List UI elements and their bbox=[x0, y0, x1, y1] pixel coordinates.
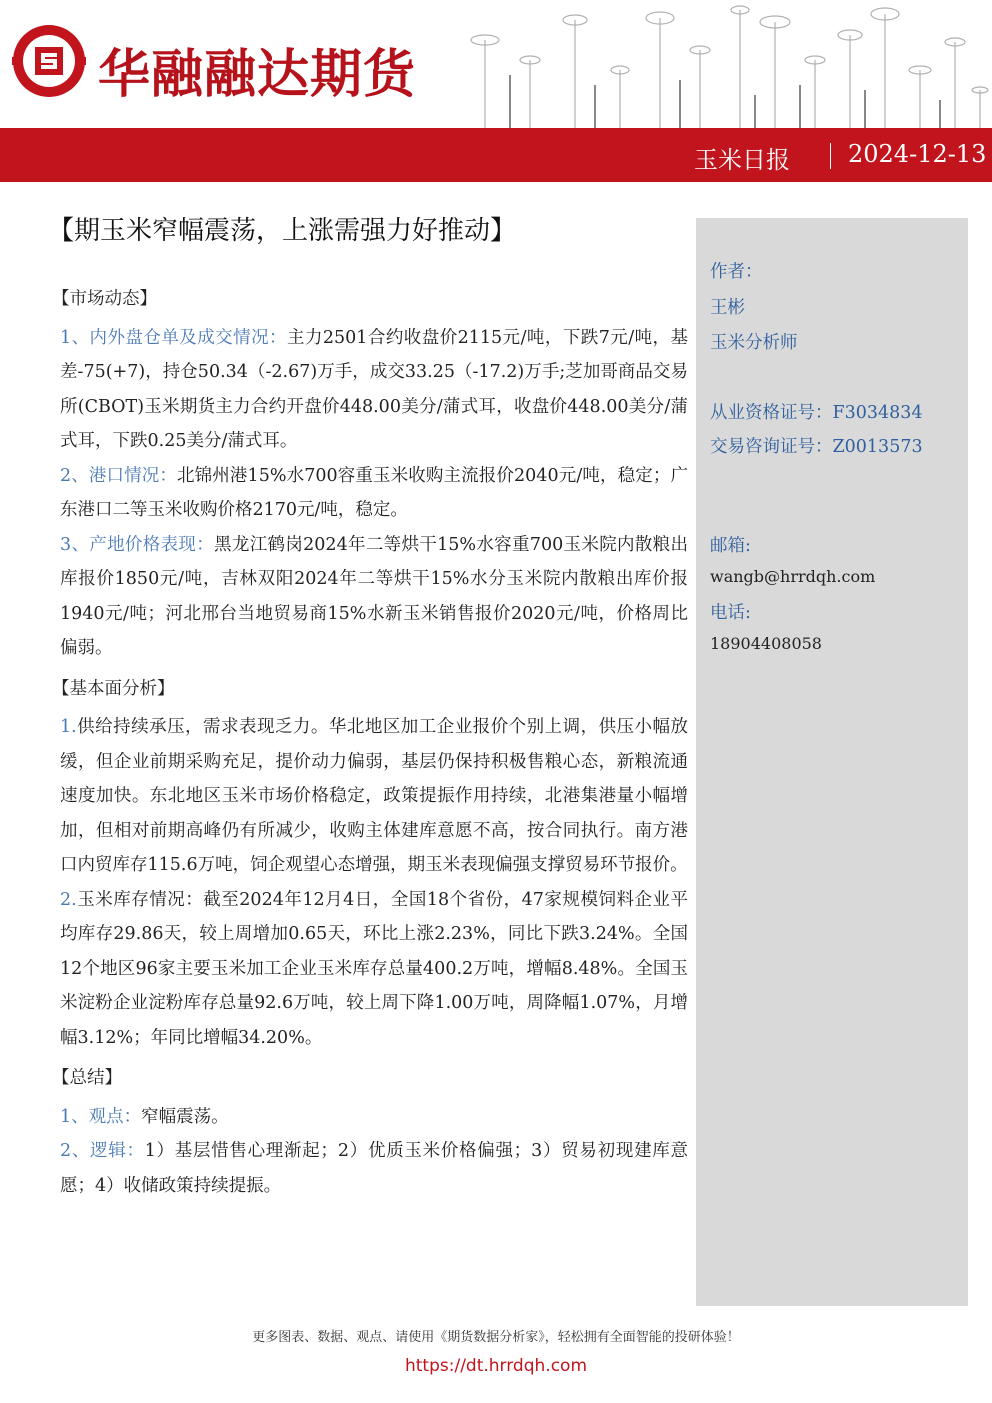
company-logo-icon bbox=[10, 22, 88, 100]
title-bar bbox=[0, 128, 992, 182]
paragraph bbox=[60, 1134, 688, 1203]
paragraph bbox=[60, 1100, 688, 1135]
divider bbox=[830, 143, 831, 169]
paragraph-text: 北锦州港15%水700容重玉米收购主流报价2040元/吨，稳定；广东港口二等玉米收购价格2170元/吨，稳定。 bbox=[60, 465, 688, 520]
paragraph-lead: 1、观点： bbox=[60, 1106, 142, 1127]
author-role: 玉米分析师 bbox=[710, 333, 798, 353]
paragraph-text: 供给持续承压，需求表现乏力。华北地区加工企业报价个别上调，供压小幅放缓，但企业前期采购充足，提价动力偏弱，基层仍保持积极售粮心态，新粮流通速度加快。东北地区玉米市场价格稳定，政策提振作用持续，北港集港量小幅增加，但相对前期高峰仍有所减少，收购主体建库意愿不高，按合同执行。南方港口内贸库存115.6万吨，饲企观望心态增强，期玉米表现偏强支撑贸易环节报价。 bbox=[60, 717, 688, 875]
email-value[interactable]: wangb@hrrdqh.com bbox=[710, 567, 876, 586]
report-body bbox=[52, 282, 689, 1203]
author-name: 王彬 bbox=[710, 298, 745, 318]
paragraph-lead: 3、产地价格表现： bbox=[60, 534, 215, 555]
section-heading-market: 【市场动态】 bbox=[52, 289, 157, 309]
company-name: 华融融达期货 bbox=[98, 45, 417, 105]
report-type: 玉米日报 bbox=[694, 146, 790, 174]
paragraph-lead: 2、港口情况： bbox=[60, 465, 178, 486]
report-header bbox=[0, 0, 992, 182]
report-date: 2024-12-13 bbox=[848, 140, 987, 168]
section-heading-fundamentals: 【基本面分析】 bbox=[52, 678, 175, 699]
paragraph-text: 黑龙江鹤岗2024年二等烘干15%水容重700玉米院内散粮出库报价1850元/吨，吉林双阳2024年二等烘干15%水分玉米院内散粮出库价报1940元/吨；河北邢台当地贸易商15%水新玉米销售报价2020元/吨，价格周比偏弱。 bbox=[60, 534, 688, 658]
phone-label: 电话: bbox=[710, 603, 751, 623]
footer-link[interactable]: https://dt.hrrdqh.com bbox=[404, 1356, 588, 1376]
paragraph-text: 1）基层惜售心理渐起；2）优质玉米价格偏强；3）贸易初现建库意愿；4）收储政策持续提振。 bbox=[60, 1141, 688, 1196]
paragraph bbox=[60, 710, 688, 883]
paragraph-text: 窄幅震荡。 bbox=[141, 1106, 229, 1127]
footer-note: 更多图表、数据、观点、请使用《期货数据分析家》，轻松拥有全面智能的投研体验！ bbox=[252, 1330, 740, 1345]
paragraph bbox=[60, 459, 688, 528]
paragraph bbox=[60, 528, 688, 666]
paragraph-lead: 1、内外盘仓单及成交情况： bbox=[60, 327, 287, 348]
paragraph bbox=[60, 321, 688, 459]
paragraph-lead: 2. bbox=[60, 889, 77, 910]
paragraph-text: 玉米库存情况：截至2024年12月4日，全国18个省份，47家规模饲料企业平均库存29.86天，较上周增加0.65天，环比上涨2.23%，同比下跌3.24%。全国12个地区96家主要玉米加工企业玉米库存总量400.2万吨，增幅8.48%。全国玉米淀粉企业淀粉库存总量92.6万吨，较上周下降1.00万吨，周降幅1.07%，月增幅3.12%；年同比增幅34.20%。 bbox=[60, 889, 688, 1048]
email-label: 邮箱: bbox=[710, 536, 751, 556]
section-heading-summary: 【总结】 bbox=[52, 1068, 122, 1088]
author-sidebar bbox=[696, 218, 968, 1306]
license-number: 从业资格证号：F3034834 bbox=[710, 403, 923, 423]
paragraph-text: 主力2501合约收盘价2115元/吨，下跌7元/吨，基差-75(+7)，持仓50.34（-2.67)万手，成交33.25（-17.2)万手;芝加哥商品交易所(CBOT)玉米期货主力合约开盘价448.00美分/蒲式耳，收盘价448.00美分/蒲式耳，下跌0.25美分/蒲式耳。 bbox=[60, 327, 689, 451]
phone-value: 18904408058 bbox=[710, 634, 822, 653]
decorative-pattern bbox=[455, 0, 992, 128]
paragraph-lead: 1. bbox=[60, 717, 77, 737]
paragraph bbox=[60, 883, 688, 1056]
paragraph-lead: 2、逻辑： bbox=[60, 1141, 145, 1161]
report-title: 【期玉米窄幅震荡，上涨需强力好推动】 bbox=[48, 216, 517, 246]
author-label: 作者： bbox=[710, 262, 763, 282]
consult-number: 交易咨询证号：Z0013573 bbox=[710, 437, 923, 457]
